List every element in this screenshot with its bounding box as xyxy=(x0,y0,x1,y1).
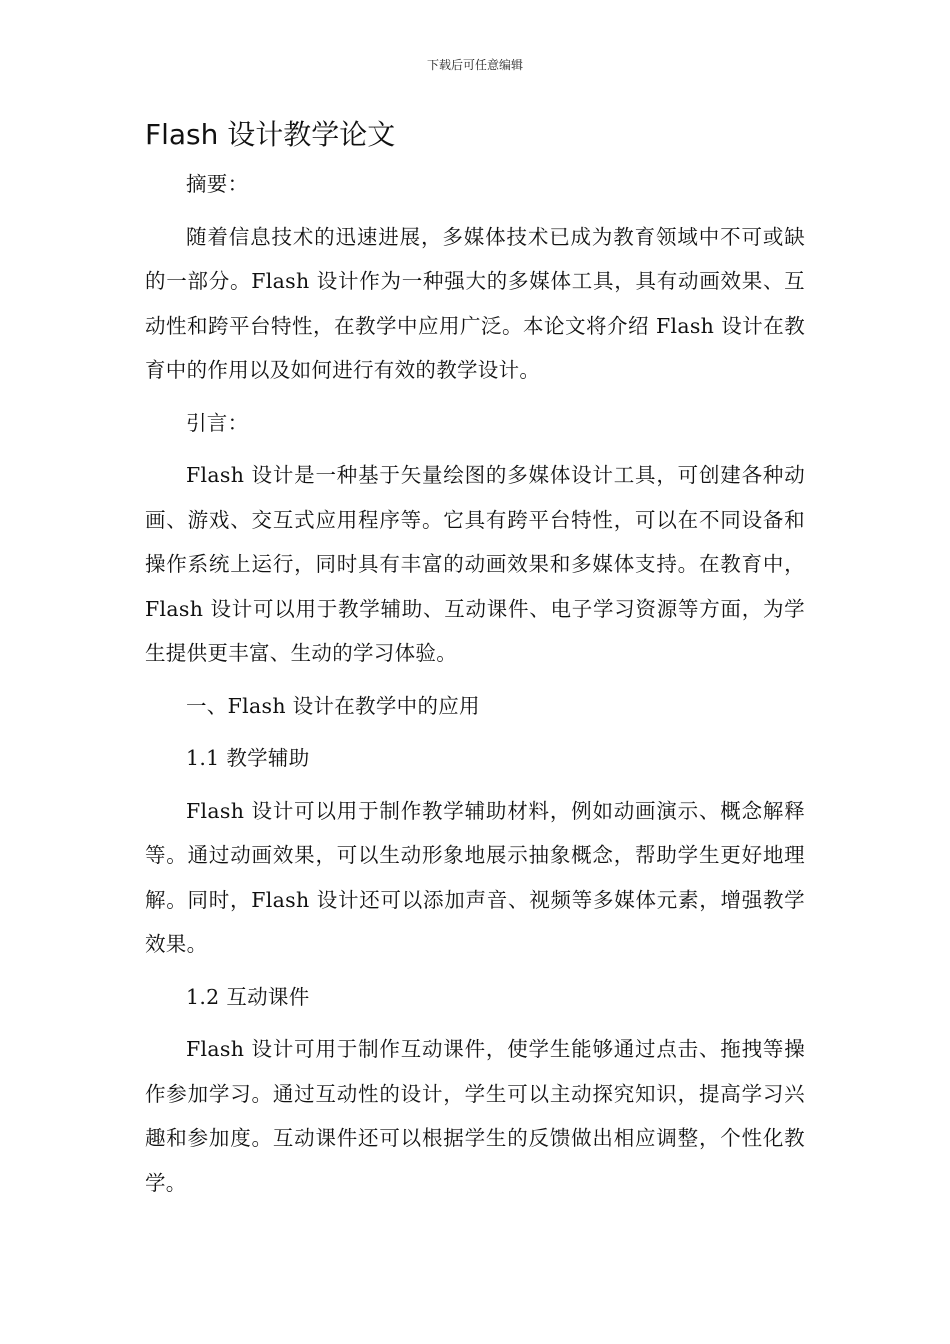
page-header-note: 下载后可任意编辑 xyxy=(426,58,523,72)
abstract-paragraph: 随着信息技术的迅速进展，多媒体技术已成为教育领域中不可或缺的一部分。Flash 设计作为一种强大的多媒体工具，具有动画效果、互动性和跨平台特性，在教学中应用广泛。本论文将介绍 Flash 设计在教育中的作用以及如何进行有效的教学设计。 xyxy=(145,224,805,382)
document-body xyxy=(145,162,805,1213)
subsection-1-1-heading: 1.1 教学辅助 xyxy=(186,746,310,770)
intro-paragraph: Flash 设计是一种基于矢量绘图的多媒体设计工具，可创建各种动画、游戏、交互式应用程序等。它具有跨平台特性，可以在不同设备和操作系统上运行，同时具有丰富的动画效果和多媒体支持。在教育中，Flash 设计可以用于教学辅助、互动课件、电子学习资源等方面，为学生提供更丰富、生动的学习体验。 xyxy=(145,463,805,665)
document-title: Flash 设计教学论文 xyxy=(145,118,396,151)
section-1-heading: 一、Flash 设计在教学中的应用 xyxy=(186,693,480,718)
subsection-1-1-paragraph: Flash 设计可以用于制作教学辅助材料，例如动画演示、概念解释等。通过动画效果，可以生动形象地展示抽象概念，帮助学生更好地理解。同时，Flash 设计还可以添加声音、视频等多媒体元素，增强教学效果。 xyxy=(145,798,805,956)
abstract-heading: 摘要： xyxy=(186,172,249,196)
subsection-1-2-heading: 1.2 互动课件 xyxy=(186,984,310,1009)
intro-heading: 引言： xyxy=(186,410,249,435)
subsection-1-2-paragraph: Flash 设计可用于制作互动课件，使学生能够通过点击、拖拽等操作参加学习。通过互动性的设计，学生可以主动探究知识，提高学习兴趣和参加度。互动课件还可以根据学生的反馈做出相应调整，个性化教学。 xyxy=(145,1037,805,1195)
